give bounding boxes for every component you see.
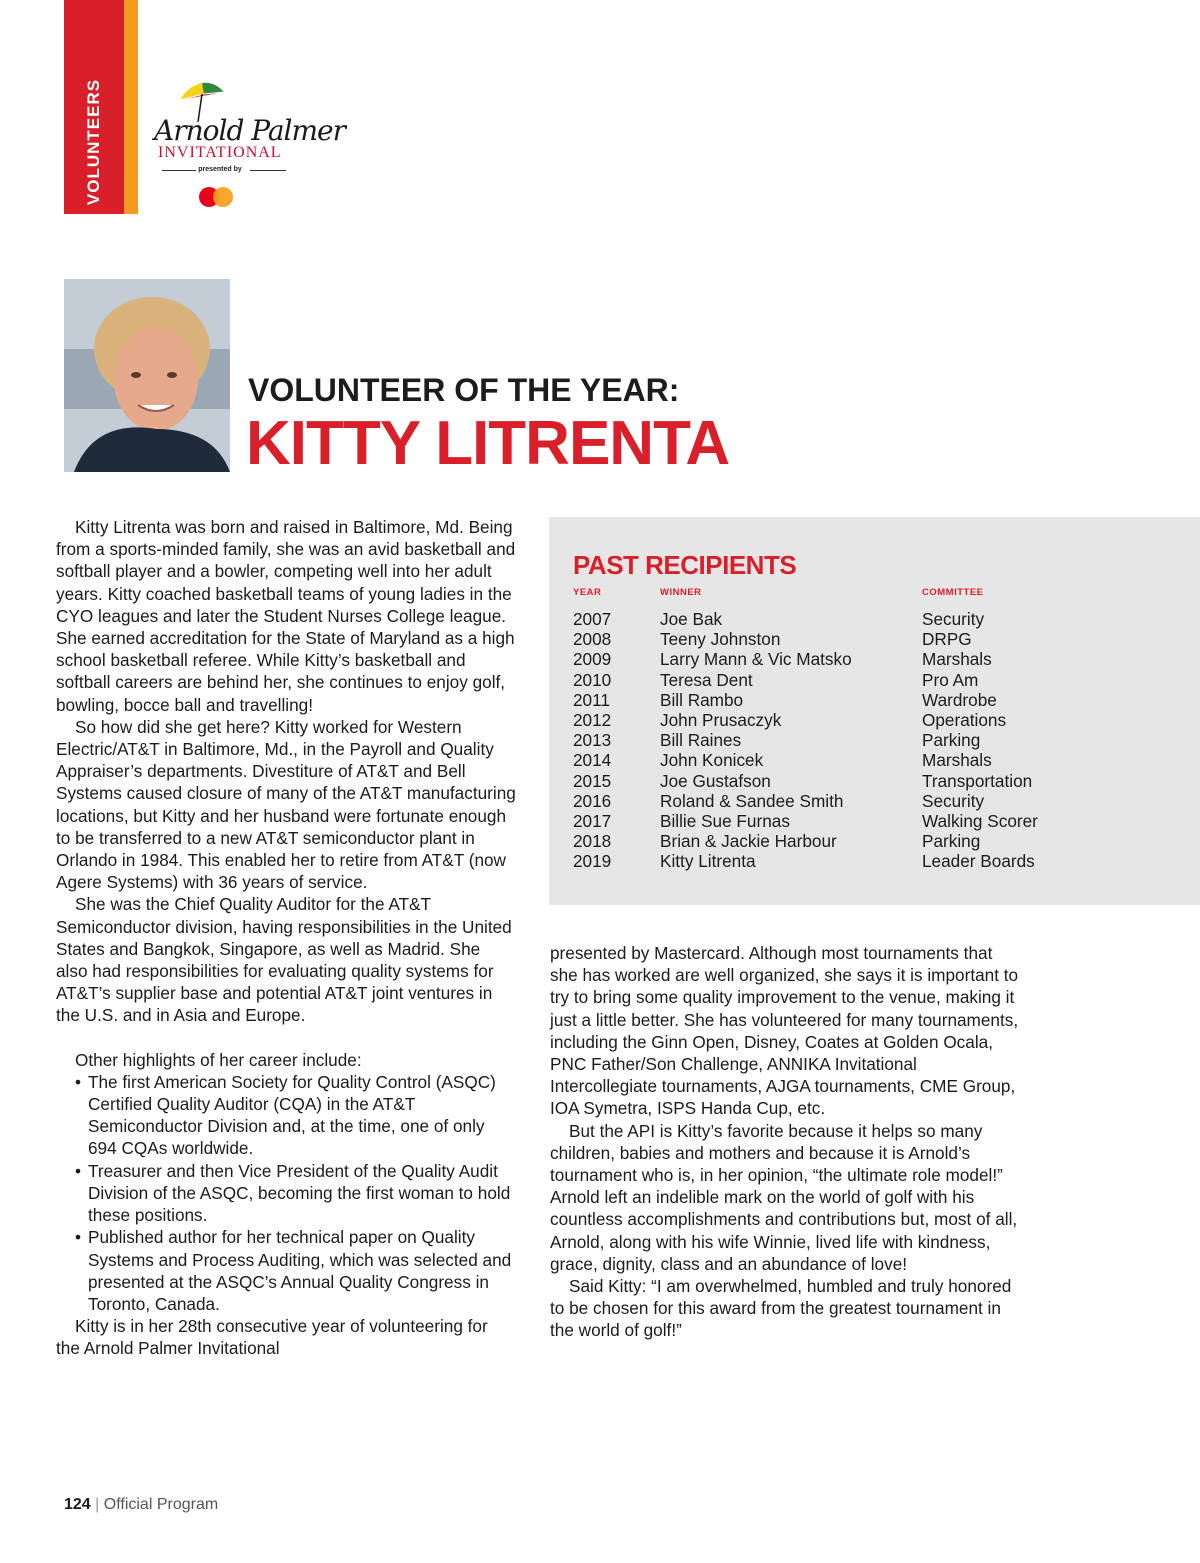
article-paragraph: Other highlights of her career include: xyxy=(75,1049,362,1070)
article-paragraph: Said Kitty: “I am overwhelmed, humbled and truly honored to be chosen for this award from the greatest tournament in the world of golf!” xyxy=(550,1276,1012,1341)
page-footer xyxy=(64,1496,218,1514)
cell-winner: Roland & Sandee Smith xyxy=(660,790,844,811)
table-row xyxy=(573,831,1038,851)
table-row xyxy=(573,649,1038,669)
cell-winner: Bill Raines xyxy=(660,730,742,751)
past-recipients-table xyxy=(573,609,1038,872)
logo-presented-by: presented by xyxy=(198,166,242,173)
list-item: • Treasurer and then Vice President of the Quality Audit Division of the ASQC, becoming the first woman to hold these positions. xyxy=(75,1160,516,1227)
table-row xyxy=(573,690,1038,710)
cell-committee: Operations xyxy=(922,710,1007,731)
cell-committee: Parking xyxy=(922,831,981,852)
headline-kicker: VOLUNTEER OF THE YEAR: xyxy=(248,372,680,408)
article-paragraph: Kitty is in her 28th consecutive year of volunteering for the Arnold Palmer Invitational xyxy=(56,1316,488,1359)
article-paragraph: So how did she get here? Kitty worked for Western Electric/AT&T in Baltimore, Md., in the Payroll and Quality Appraiser’s departments. Divestiture of AT&T and Bell Systems caused closure of many of the AT&T manufacturing locations, but Kitty and her husband were fortunate enough to be transferred to a new AT&T semiconductor plant in Orlando in 1984. This enabled her to retire from AT&T (now Agere Systems) with 36 years of service. xyxy=(56,716,516,893)
cell-year: 2009 xyxy=(573,649,612,670)
cell-winner: Joe Bak xyxy=(660,609,723,629)
cell-winner: Billie Sue Furnas xyxy=(660,811,790,832)
column-header-committee: COMMITTEE xyxy=(922,587,984,598)
cell-year: 2008 xyxy=(573,629,612,650)
logo-rule-right xyxy=(250,170,286,171)
cell-committee: Marshals xyxy=(922,649,992,670)
article-paragraph: presented by Mastercard. Although most tournaments that she has worked are well organized, she says it is important to try to bring some quality improvement to the venue, making it just a little better. She has volunteered for many tournaments, including the Ginn Open, Disney, Coates at Golden Ocala, PNC Father/Son Challenge, ANNIKA Invitational Intercollegiate tournaments, AJGA tournaments, CME Group, IOA Symetra, ISPS Handa Cup, etc. xyxy=(550,943,1019,1119)
cell-year: 2019 xyxy=(573,851,612,872)
cell-year: 2017 xyxy=(573,811,612,832)
cell-winner: John Konicek xyxy=(660,750,764,771)
cell-committee: Walking Scorer xyxy=(922,811,1038,832)
cell-year: 2016 xyxy=(573,790,612,811)
cell-committee: Leader Boards xyxy=(922,851,1035,872)
table-row xyxy=(573,791,1038,811)
headline-title: KITTY LITRENTA xyxy=(246,409,730,478)
section-tab-orange-bar xyxy=(124,0,138,214)
cell-year: 2018 xyxy=(573,831,612,852)
column-header-year: YEAR xyxy=(573,587,602,598)
logo-event-name: INVITATIONAL xyxy=(158,144,282,161)
table-row xyxy=(573,670,1038,690)
career-highlights-list xyxy=(56,1071,516,1315)
cell-winner: Kitty Litrenta xyxy=(660,851,756,872)
arnold-palmer-invitational-logo xyxy=(150,78,346,213)
table-row xyxy=(573,629,1038,649)
section-tab-label: VOLUNTEERS xyxy=(84,78,103,206)
past-recipients-panel xyxy=(549,517,1200,905)
article-paragraph: She was the Chief Quality Auditor for the AT&T Semiconductor division, having responsibilities in the United States and Bangkok, Singapore, as well as Madrid. She also had responsibilities for evaluating quality systems for AT&T’s supplier base and potential AT&T joint ventures in the U.S. and in Asia and Europe. xyxy=(56,894,512,1026)
table-row xyxy=(573,771,1038,791)
list-item: • The first American Society for Quality Control (ASQC) Certified Quality Auditor (CQA) in the AT&T Semiconductor Division and, at the time, one of only 694 CQAs worldwide. xyxy=(75,1071,516,1160)
cell-committee: Pro Am xyxy=(922,669,979,690)
table-row xyxy=(573,750,1038,770)
list-item: • Published author for her technical paper on Quality Systems and Process Auditing, which was selected and presented at the ASQC’s Annual Quality Congress in Toronto, Canada. xyxy=(75,1226,516,1315)
cell-winner: Larry Mann & Vic Matsko xyxy=(660,649,852,670)
cell-year: 2010 xyxy=(573,669,612,690)
cell-committee: Security xyxy=(922,609,985,629)
cell-winner: John Prusaczyk xyxy=(660,710,782,731)
cell-year: 2011 xyxy=(573,689,610,710)
cell-winner: Joe Gustafson xyxy=(660,770,771,791)
article-column-left xyxy=(56,516,516,1360)
table-row xyxy=(573,730,1038,750)
cell-year: 2015 xyxy=(573,770,612,791)
column-header-winner: WINNER xyxy=(660,587,702,598)
cell-year: 2013 xyxy=(573,730,612,751)
table-row xyxy=(573,851,1038,871)
cell-committee: Marshals xyxy=(922,750,992,771)
cell-winner: Teeny Johnston xyxy=(660,629,781,650)
cell-year: 2012 xyxy=(573,710,612,731)
cell-year: 2007 xyxy=(573,609,612,629)
publication-name: Official Program xyxy=(103,1496,219,1513)
article-column-right xyxy=(550,942,1020,1342)
cell-winner: Bill Rambo xyxy=(660,689,744,710)
cell-year: 2014 xyxy=(573,750,612,771)
cell-committee: Wardrobe xyxy=(922,689,997,710)
article-paragraph: Kitty Litrenta was born and raised in Baltimore, Md. Being from a sports-minded family, she was an avid basketball and softball player and a bowler, competing well into her adult years. Kitty coached basketball teams of young ladies in the CYO leagues and later the Student Nurses College league. She earned accreditation for the State of Maryland as a high school basketball referee. While Kitty’s basketball and softball careers are behind her, she continues to enjoy golf, bowling, bocce ball and travelling! xyxy=(56,517,516,715)
logo-script: Arnold Palmer xyxy=(154,114,346,147)
section-tab xyxy=(64,0,138,214)
footer-separator: | xyxy=(95,1496,100,1513)
page-number: 124 xyxy=(64,1496,91,1513)
cell-committee: Security xyxy=(922,790,985,811)
past-recipients-title: PAST RECIPIENTS xyxy=(573,550,797,580)
table-row xyxy=(573,710,1038,730)
table-row xyxy=(573,811,1038,831)
cell-committee: Transportation xyxy=(922,770,1033,791)
cell-committee: Parking xyxy=(922,730,981,751)
table-row xyxy=(573,609,1038,629)
article-paragraph: But the API is Kitty’s favorite because it helps so many children, babies and mothers and because it is Arnold’s tournament who is, in her opinion, “the ultimate role model!” Arnold left an indelible mark on the world of golf with his countless accomplishments and contributions but, most of all, Arnold, along with his wife Winnie, lived life with kindness, grace, dignity, class and an abundance of love! xyxy=(550,1120,1018,1274)
portrait-photo xyxy=(64,279,230,472)
cell-committee: DRPG xyxy=(922,629,972,650)
cell-winner: Brian & Jackie Harbour xyxy=(660,831,837,852)
portrait-illustration xyxy=(64,279,230,472)
cell-winner: Teresa Dent xyxy=(660,669,753,690)
